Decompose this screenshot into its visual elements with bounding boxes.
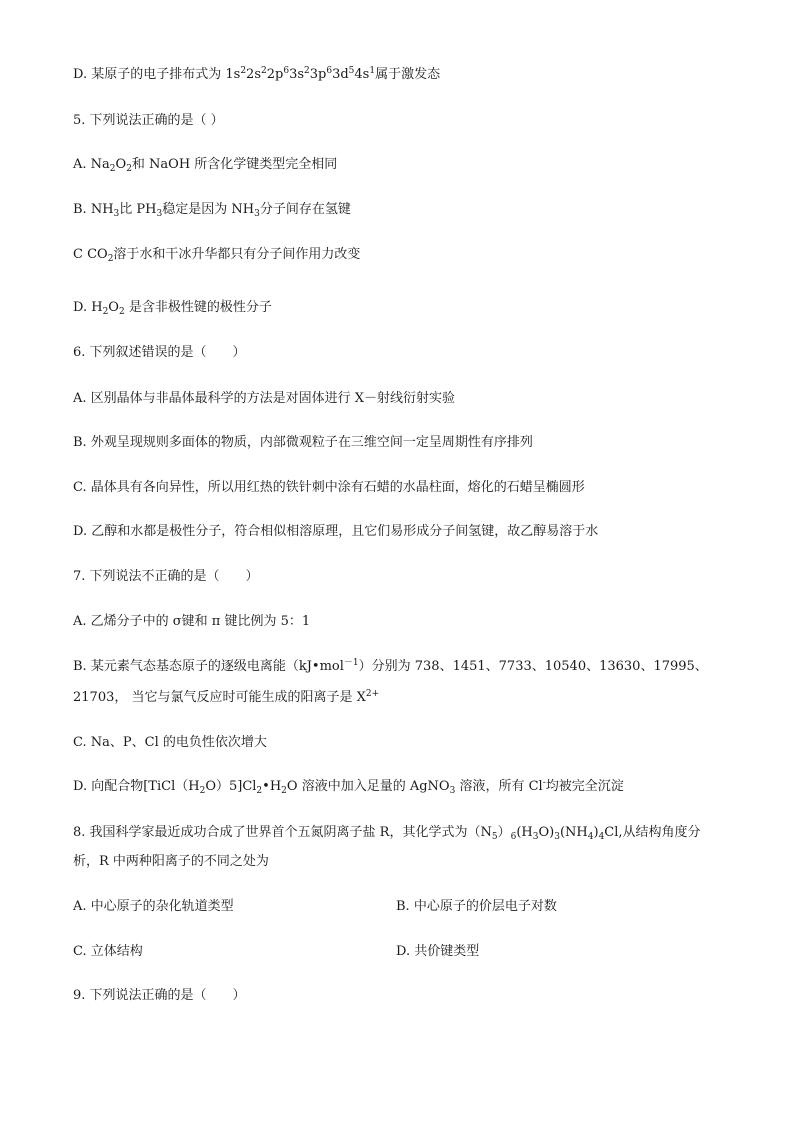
q7-stem: 7. 下列说法不正确的是（ ） xyxy=(73,569,259,584)
q6-option-b: B. 外观呈现规则多面体的物质，内部微观粒子在三维空间一定呈周期性有序排列 xyxy=(73,435,533,450)
q7-option-c: C. Na、P、Cl 的电负性依次增大 xyxy=(73,735,267,750)
q7-option-d: D. 向配合物$[TiCl(H_2O)5]Cl_2•H_2O$ 溶液中加入足量的 AgNO$_3$ 溶液，所有 Cl-均被完全沉淀 xyxy=(73,778,624,796)
q5-option-c: C $CO_2$溶于水和干冰升华都只有分子间作用力改变 xyxy=(73,247,361,264)
q8-stem-line1: 8. 我国科学家最近成功合成了世界首个五氮阴离子盐 R，其化学式为$(N_5)_6(H_3O)_3(NH_4)_4Cl$,从结构角度分 xyxy=(73,825,701,842)
q7-option-b-line1: B. 某元素气态基态原子的逐级电离能（kJ•mol$^{-1}$）分别为 738、1451、7733、10540、13630、17995、 xyxy=(73,658,708,674)
q7-option-b-line2: 21703， 当它与氯气反应时可能生成的阳离子是 $X^{2+}$ xyxy=(73,689,380,705)
q5-option-a: A. $Na_2O_2$和 NaOH 所含化学键类型完全相同 xyxy=(73,157,338,174)
q5-option-d: D. $H_2O_2$ 是含非极性键的极性分子 xyxy=(73,300,272,317)
q5-stem: 5. 下列说法正确的是（ ） xyxy=(73,113,224,128)
q8-option-c: C. 立体结构 xyxy=(73,944,143,959)
q8-option-b: B. 中心原子的价层电子对数 xyxy=(396,899,557,914)
q9-stem: 9. 下列说法正确的是（ ） xyxy=(73,988,246,1003)
q6-stem: 6. 下列叙述错误的是（ ） xyxy=(73,345,246,360)
q8-option-a: A. 中心原子的杂化轨道类型 xyxy=(73,899,234,914)
q6-option-d: D. 乙醇和水都是极性分子，符合相似相溶原理，且它们易形成分子间氢键，故乙醇易溶于水 xyxy=(73,524,599,539)
q5-option-b: B. $NH_3$比 $PH_3$稳定是因为 $NH_3$分子间存在氢键 xyxy=(73,202,351,219)
q8-stem-line2: 析，R 中两种阳离子的不同之处为 xyxy=(73,854,269,869)
q6-option-c: C. 晶体具有各向异性，所以用红热的铁针刺中涂有石蜡的水晶柱面，熔化的石蜡呈椭圆形 xyxy=(73,480,585,495)
q4-option-d: D. 某原子的电子排布式为 $1s^22s^22p^63s^23p^63d^54s^1$属于激发态 xyxy=(73,66,441,82)
q7-option-a: A. 乙烯分子中的 σ键和 π 键比例为 5：1 xyxy=(73,614,311,629)
q6-option-a: A. 区别晶体与非晶体最科学的方法是对固体进行 X－射线衍射实验 xyxy=(73,391,456,406)
q8-option-d: D. 共价键类型 xyxy=(396,944,480,959)
